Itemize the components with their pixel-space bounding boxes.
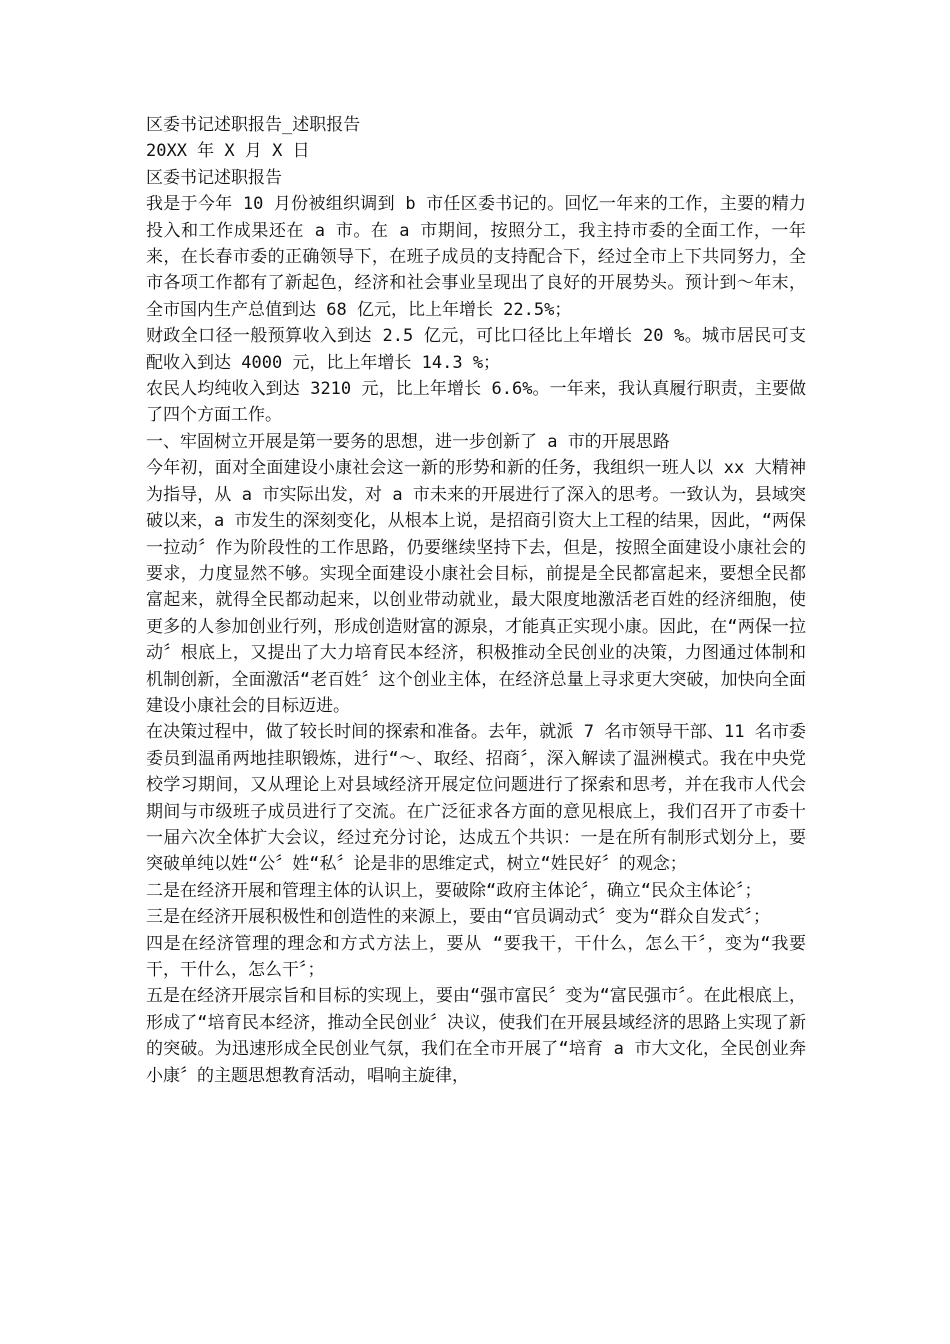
paragraph: 四是在经济管理的理念和方式方法上，要从 “要我干，干什么，怎么干〞，变为“我要干，干什么，怎么干〞； [146,933,806,980]
paragraph: 三是在经济开展积极性和创造性的来源上，要由“官员调动式〞变为“群众自发式〞； [146,907,770,928]
document-subtitle: 区委书记述职报告 [146,167,282,188]
document-date: 20XX 年 X 月 X 日 [146,141,310,162]
paragraph: 财政全口径一般预算收入到达 2.5 亿元，可比口径比上年增长 20 %。城市居民可支配收入到达 4000 元，比上年增长 14.3 %； [146,326,806,373]
paragraph: 二是在经济开展和管理主体的认识上，要破除“政府主体论〞，确立“民众主体论〞； [146,880,762,901]
document-title: 区委书记述职报告_述职报告 [146,115,361,135]
paragraph: 我是于今年 10 月份被组织调到 b 市任区委书记的。回忆一年来的工作，主要的精力投入和工作成果还在 a 市。在 a 市期间，按照分工，我主持市委的全面工作，一年来，在长春市委的正确领导下，在班子成员的支持配合下，经过全市上下共同努力，全市各项工作都有了新起色，经济和社会事业呈现出了良好的开展势头。预计到～年末，全市国内生产总值到达 68 亿元，比上年增长 22.5%； [146,194,806,320]
paragraph: 今年初，面对全面建设小康社会这一新的形势和新的任务，我组织一班人以 xx 大精神为指导，从 a 市实际出发，对 a 市未来的开展进行了深入的思考。一致认为，县域突破以来，a 市发生的深刻变化，从根本上说，是招商引资大上工程的结果，因此，“两保一拉动〞作为阶段性的工作思路，仍要继续坚持下去，但是，按照全面建设小康社会的要求，力度显然不够。实现全面建设小康社会目标，前提是全民都富起来，要想全民都富起来，就得全民都动起来，以创业带动就业，最大限度地激活老百姓的经济细胞，使更多的人参加创业行列，形成创造财富的源泉，才能真正实现小康。因此，在“两保一拉动〞根底上，又提出了大力培育民本经济，积极推动全民创业的决策，力图通过体制和机制创新，全面激活“老百姓〞这个创业主体，在经济总量上寻求更大突破，加快向全面建设小康社会的目标迈进。 [146,458,806,716]
section-heading: 一、牢固树立开展是第一要务的思想，进一步创新了 a 市的开展思路 [146,431,670,452]
document-page [146,112,806,1089]
paragraph: 在决策过程中，做了较长时间的探索和准备。去年，就派 7 名市领导干部、11 名市委委员到温甬两地挂职锻炼，进行“～、取经、招商〞，深入解读了温洲模式。我在中央党校学习期间，又从理论上对县域经济开展定位问题进行了探索和思考，并在我市人代会期间与市级班子成员进行了交流。在广泛征求各方面的意见根底上，我们召开了市委十一届六次全体扩大会议，经过充分讨论，达成五个共识：一是在所有制形式划分上，要突破单纯以姓“公〞姓“私〞论是非的思维定式，树立“姓民好〞的观念； [146,722,806,875]
paragraph: 农民人均纯收入到达 3210 元，比上年增长 6.6%。一年来，我认真履行职责，主要做了四个方面工作。 [146,379,806,426]
paragraph: 五是在经济开展宗旨和目标的实现上，要由“强市富民〞变为“富民强市〞。在此根底上，形成了“培育民本经济，推动全民创业〞决议，使我们在开展县域经济的思路上实现了新的突破。为迅速形成全民创业气氛，我们在全市开展了“培育 a 市大文化，全民创业奔小康〞的主题思想教育活动，唱响主旋律， [146,986,806,1086]
